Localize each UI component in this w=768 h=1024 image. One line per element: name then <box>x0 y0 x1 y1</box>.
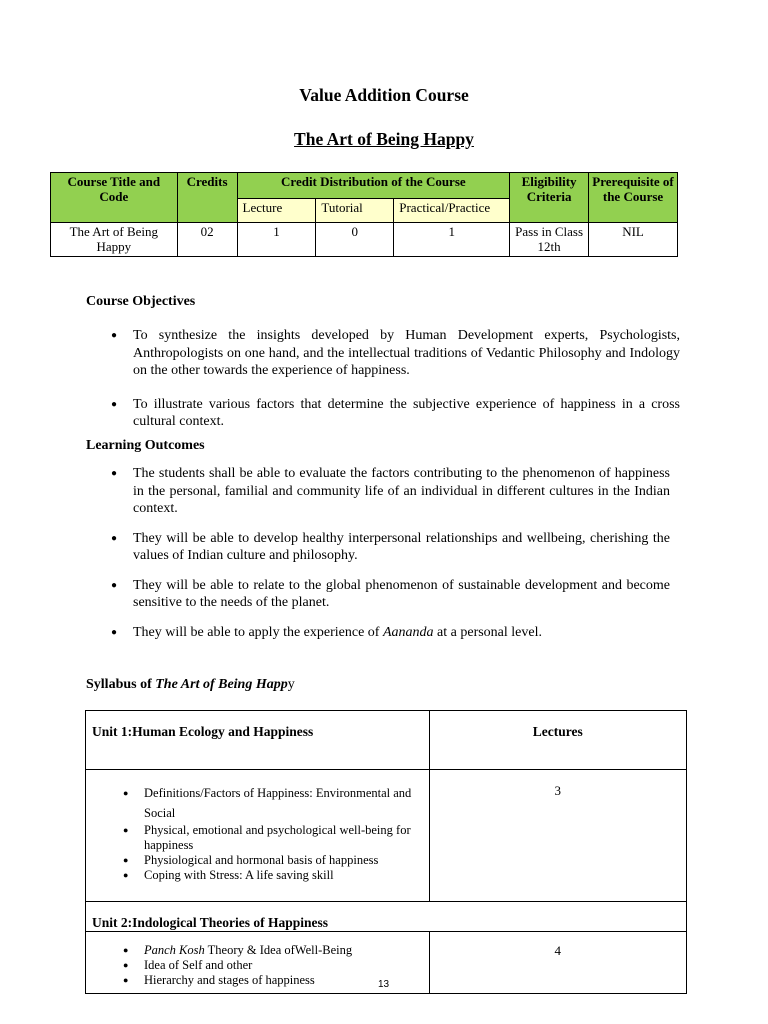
list-item: ● To synthesize the insights developed by Human Development experts, Psychologists, Anthropologists on one hand, and the intellectual traditions of Vedantic Philosophy and Indology on the other towards the experience of happiness. <box>88 327 680 380</box>
page-title: Value Addition Course <box>299 85 469 105</box>
cell-prerequisite: NIL <box>589 223 678 257</box>
header-prerequisite: Prerequisite of the Course <box>589 173 678 223</box>
syllabus-heading-suffix: y <box>287 677 295 692</box>
header-credits: Credits <box>177 173 237 223</box>
course-details-table <box>50 172 678 257</box>
unit-1-topic-list <box>86 783 429 883</box>
syllabus-heading-prefix: Syllabus of <box>86 677 156 692</box>
lectures-header: Lectures <box>429 711 686 770</box>
list-item: ● Physical, emotional and psychological well-being for happiness <box>86 823 429 853</box>
list-item: ● Coping with Stress: A life saving skill <box>86 868 429 883</box>
course-objectives-heading: Course Objectives <box>86 294 196 309</box>
topic-text: Theory & Idea ofWell-Being <box>204 943 353 957</box>
header-lecture: Lecture <box>237 199 316 223</box>
header-title-code: Course Title and Code <box>51 173 178 223</box>
list-item: ● Hierarchy and stages of happiness <box>86 973 429 988</box>
syllabus-heading <box>86 677 295 693</box>
syllabus-table <box>85 710 687 994</box>
syllabus-heading-title: The Art of Being Happ <box>155 677 288 692</box>
unit-1-topics <box>86 770 430 902</box>
list-item <box>86 943 429 958</box>
list-item <box>88 624 670 642</box>
header-eligibility: Eligibility Criteria <box>510 173 589 223</box>
list-item: ● Physiological and hormonal basis of happiness <box>86 853 429 868</box>
learning-outcomes-heading: Learning Outcomes <box>86 438 205 453</box>
outcome-text-end: at a personal level. <box>433 624 542 640</box>
cell-practical: 1 <box>394 223 510 257</box>
unit-2-lectures: 4 <box>429 932 686 994</box>
list-item: ● The students shall be able to evaluate the factors contributing to the phenomenon of happiness in the personal, familial and community life of an individual in different cultures in the Indian context. <box>88 465 670 518</box>
list-item: ● Definitions/Factors of Happiness: Environmental and Social <box>86 783 429 823</box>
header-credit-distribution: Credit Distribution of the Course <box>237 173 510 199</box>
cell-credits: 02 <box>177 223 237 257</box>
header-practical: Practical/Practice <box>394 199 510 223</box>
course-objectives-list <box>88 327 680 431</box>
learning-outcomes-list <box>88 465 670 641</box>
panch-kosh-term: Panch Kosh <box>144 943 205 957</box>
list-item: ● Idea of Self and other <box>86 958 429 973</box>
header-tutorial: Tutorial <box>316 199 394 223</box>
outcome-text: They will be able to apply the experience of <box>133 624 383 640</box>
cell-tutorial: 0 <box>316 223 394 257</box>
list-item: ● To illustrate various factors that determine the subjective experience of happiness in a cross cultural context. <box>88 396 680 431</box>
unit-2-title: Unit 2:Indological Theories of Happiness <box>86 902 687 932</box>
unit-1-title: Unit 1:Human Ecology and Happiness <box>86 711 430 770</box>
list-item: ● They will be able to develop healthy interpersonal relationships and wellbeing, cherishing the values of Indian culture and philosophy. <box>88 530 670 565</box>
cell-lecture: 1 <box>237 223 316 257</box>
cell-course-title: The Art of Being Happy <box>51 223 178 257</box>
list-item: ● They will be able to relate to the global phenomenon of sustainable development and become sensitive to the needs of the planet. <box>88 577 670 612</box>
aananda-term: Aananda <box>382 624 434 640</box>
cell-eligibility: Pass in Class 12th <box>510 223 589 257</box>
page-number: 13 <box>378 979 390 990</box>
unit-1-lectures: 3 <box>429 770 686 902</box>
course-subtitle: The Art of Being Happy <box>294 129 474 149</box>
